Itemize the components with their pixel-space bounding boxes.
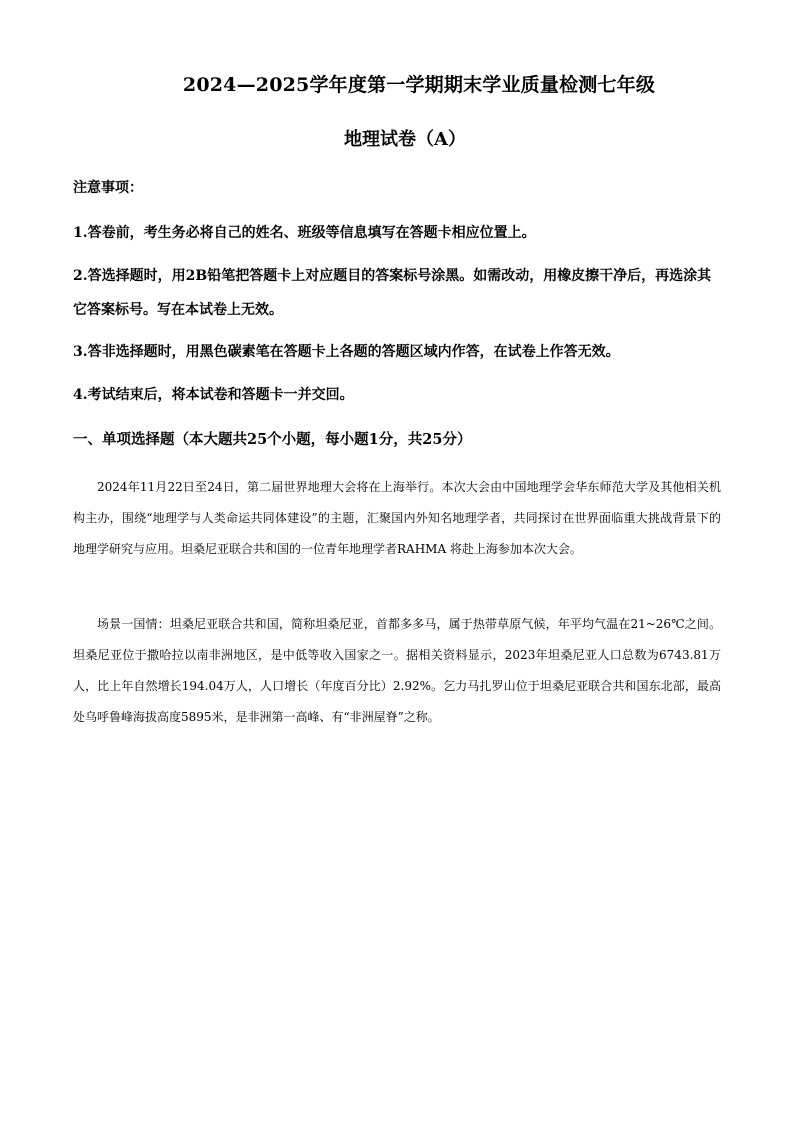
notice-item-1: 1.答卷前，考生务必将自己的姓名、班级等信息填写在答题卡相应位置上。 <box>73 225 536 241</box>
exam-title: 2024—2025学年度第一学期期末学业质量检测七年级 <box>182 74 656 96</box>
material-paragraph-1: 2024年11月22日至24日，第二届世界地理大会将在上海举行。本次大会由中国地理学会华东师范大学及其他相关机构主办，围绕“地理学与人类命运共同体建设”的主题，汇聚国内外知名地理学者，共同探讨在世界面临重大挑战背景下的地理学研究与应用。坦桑尼亚联合共和国的一位青年地理学者RAHMA 将赴上海参加本次大会。 <box>73 480 721 556</box>
material-paragraph-2: 场景一国情：坦桑尼亚联合共和国，简称坦桑尼亚，首都多多马，属于热带草原气候，年平均气温在21~26℃之间。坦桑尼亚位于撒哈拉以南非洲地区，是中低等收入国家之一。据相关资料显示，2023年坦桑尼亚人口总数为6743.81万人，比上年自然增长194.04万人，人口增长（年度百分比）2.92%。乞力马扎罗山位于坦桑尼亚联合共和国东北部，最高处乌呼鲁峰海拔高度5895米，是非洲第一高峰、有“非洲屋脊”之称。 <box>73 617 721 724</box>
exam-subtitle: 地理试卷（A） <box>344 129 466 150</box>
notice-item-2: 2.答选择题时，用2B铅笔把答题卡上对应题目的答案标号涂黑。如需改动，用橡皮擦干净后，再选涂其它答案标号。写在本试卷上无效。 <box>73 268 712 318</box>
section-heading: 一、单项选择题（本大题共25个小题，每小题1分，共25分） <box>73 431 472 448</box>
notice-heading: 注意事项： <box>73 180 143 196</box>
notice-item-3: 3.答非选择题时，用黑色碳素笔在答题卡上各题的答题区域内作答，在试卷上作答无效。 <box>73 344 620 360</box>
notice-item-4: 4.考试结束后，将本试卷和答题卡一并交回。 <box>73 387 354 403</box>
